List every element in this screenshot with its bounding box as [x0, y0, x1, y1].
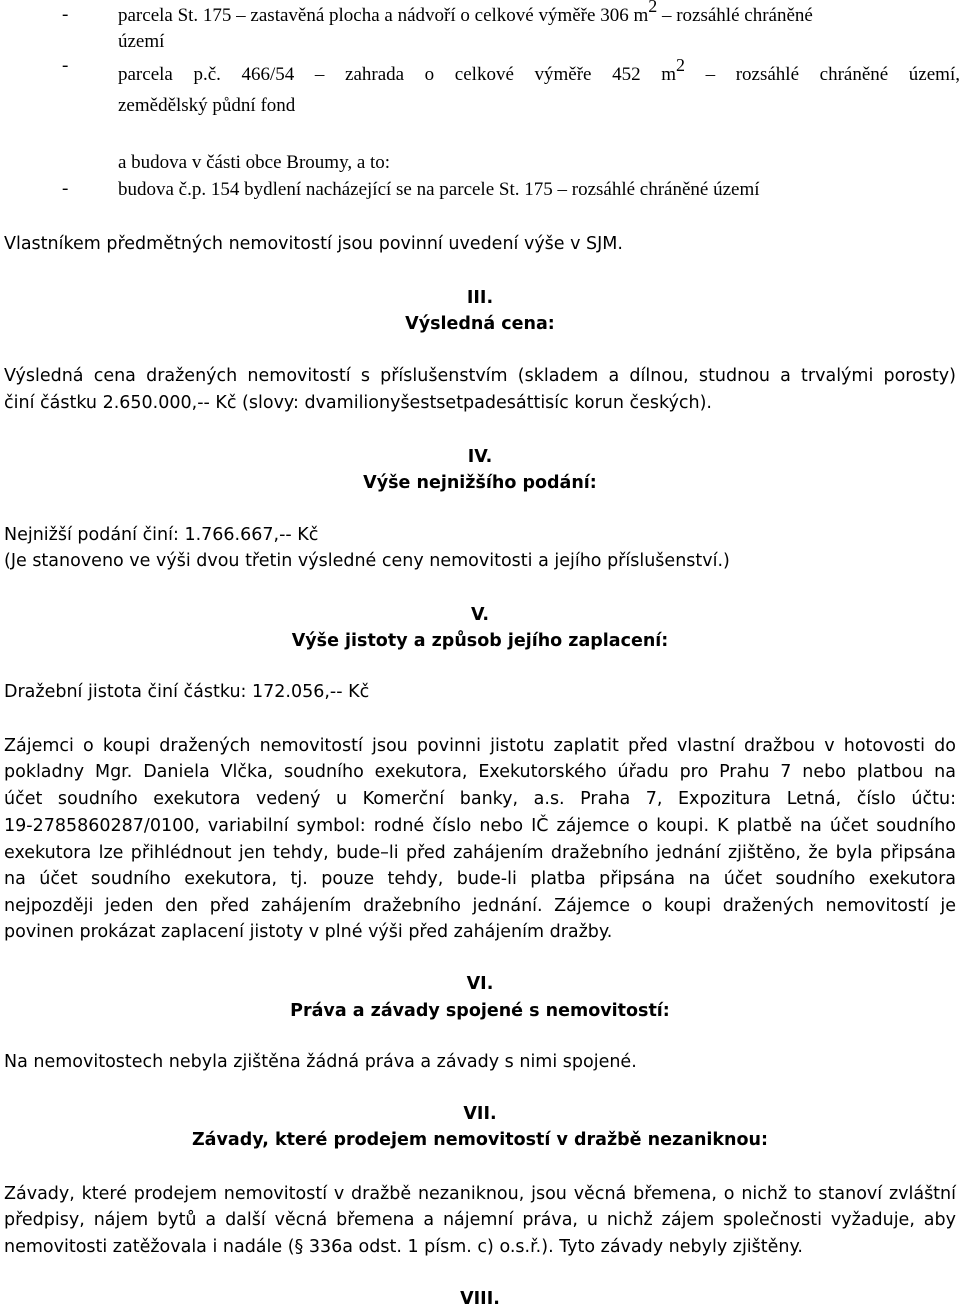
section-8-number: VIII.	[460, 1289, 500, 1309]
list-item-parcel-466-54	[118, 55, 960, 87]
section-4-line-1: Nejnižší podání činí: 1.766.667,-- Kč	[4, 525, 319, 545]
section-7-title: Závady, které prodejem nemovitostí v dražbě nezaniknou:	[191, 1130, 768, 1150]
section-3-line-1: Výsledná cena dražených nemovitostí s příslušenstvím (skladem a dílnou, studnou a trvalými porosty)	[4, 366, 956, 386]
section-3-title: Výsledná cena:	[405, 314, 555, 334]
section-5-title: Výše jistoty a způsob jejího zaplacení:	[291, 631, 669, 651]
parcel-466-cont: zemědělský půdní fond	[118, 95, 296, 116]
parcel-st175-cont: území	[118, 31, 165, 52]
parcel-st175-sup: 2	[648, 0, 658, 16]
section-5-paragraph-line: pokladny Mgr. Daniela Vlčka, soudního exekutora, Exekutorského úřadu pro Prahu 7 nebo platbou na	[4, 762, 956, 782]
section-5-amount: Dražební jistota činí částku: 172.056,-- Kč	[4, 682, 370, 702]
section-4-number: IV.	[467, 447, 493, 467]
section-3-line-2: činí částku 2.650.000,-- Kč (slovy: dvamilionyšestsetpadesáttisíc korun českých).	[4, 393, 712, 413]
section-5-paragraph-line: exekutora lze přihlédnout jen tehdy, bude–li před zahájením dražebního jednání zjištěno, že byla připsána	[4, 843, 956, 863]
section-7-paragraph-line: předpisy, nájem bytů a další věcná břemena a nájemní práva, u nichž zájem společnosti vyžaduje, aby	[4, 1210, 956, 1230]
section-5-paragraph-line: 19-2785860287/0100, variabilní symbol: rodné číslo nebo IČ zájemce o koupi. K platbě na účet soudního	[4, 816, 956, 836]
section-5-paragraph-line: účet soudního exekutora vedený u Komerční banky, a.s. Praha 7, Expozitura Letná, číslo účtu:	[4, 789, 956, 809]
section-5-paragraph-line: Zájemci o koupi dražených nemovitostí jsou povinni jistotu zaplatit před vlastní dražbou v hotovosti do	[4, 736, 956, 756]
section-5-paragraph-line: nejpozději jeden den před zahájením dražebního jednání. Zájemce o koupi dražených nemovitostí je	[4, 896, 956, 916]
parcel-466-sup: 2	[675, 55, 685, 75]
section-6-text: Na nemovitostech nebyla zjištěna žádná práva a závady s nimi spojené.	[4, 1052, 637, 1072]
section-7-paragraph-line: nemovitosti zatěžovala i nadále (§ 336a odst. 1 písm. c) o.s.ř.). Tyto závady nebyly zjištěny.	[4, 1237, 803, 1257]
section-6-number: VI.	[466, 974, 494, 994]
section-7-paragraph-line: Závady, které prodejem nemovitostí v dražbě nezaniknou, jsou věcná břemena, o nichž to stanoví zvláštní	[4, 1184, 956, 1204]
section-6-title: Práva a závady spojené s nemovitostí:	[290, 1001, 670, 1021]
parcel-466-text: parcela p.č. 466/54 – zahrada o celkové výměře 452 m	[118, 64, 676, 85]
parcel-st175-text: parcela St. 175 – zastavěná plocha a nádvoří o celkové výměře 306 m	[118, 5, 649, 26]
list-item-parcel-st175	[118, 0, 813, 28]
list-dash: -	[62, 178, 69, 199]
section-5-paragraph-line: povinen prokázat zaplacení jistoty v plné výši před zahájením dražby.	[4, 922, 613, 942]
parcel-466-text-end: – rozsáhlé chráněné území,	[684, 64, 960, 85]
section-4-line-2: (Je stanoveno ve výši dvou třetin výsledné ceny nemovitosti a jejího příslušenství.)	[4, 551, 730, 571]
parcel-st175-text-end: – rozsáhlé chráněné	[657, 5, 813, 26]
list-dash: -	[62, 4, 69, 25]
section-7-number: VII.	[463, 1104, 497, 1124]
list-dash: -	[62, 55, 69, 76]
section-5-number: V.	[471, 605, 489, 625]
section-3-number: III.	[466, 288, 494, 308]
building-intro: a budova v části obce Broumy, a to:	[118, 152, 391, 173]
building-item: budova č.p. 154 bydlení nacházející se na parcele St. 175 – rozsáhlé chráněné území	[118, 179, 760, 200]
owners-text: Vlastníkem předmětných nemovitostí jsou povinní uvedení výše v SJM.	[4, 234, 623, 254]
section-4-title: Výše nejnižšího podání:	[363, 473, 597, 493]
section-5-paragraph-line: na účet soudního exekutora, tj. pouze tehdy, bude-li platba připsána na účet soudního exekutora	[4, 869, 956, 889]
